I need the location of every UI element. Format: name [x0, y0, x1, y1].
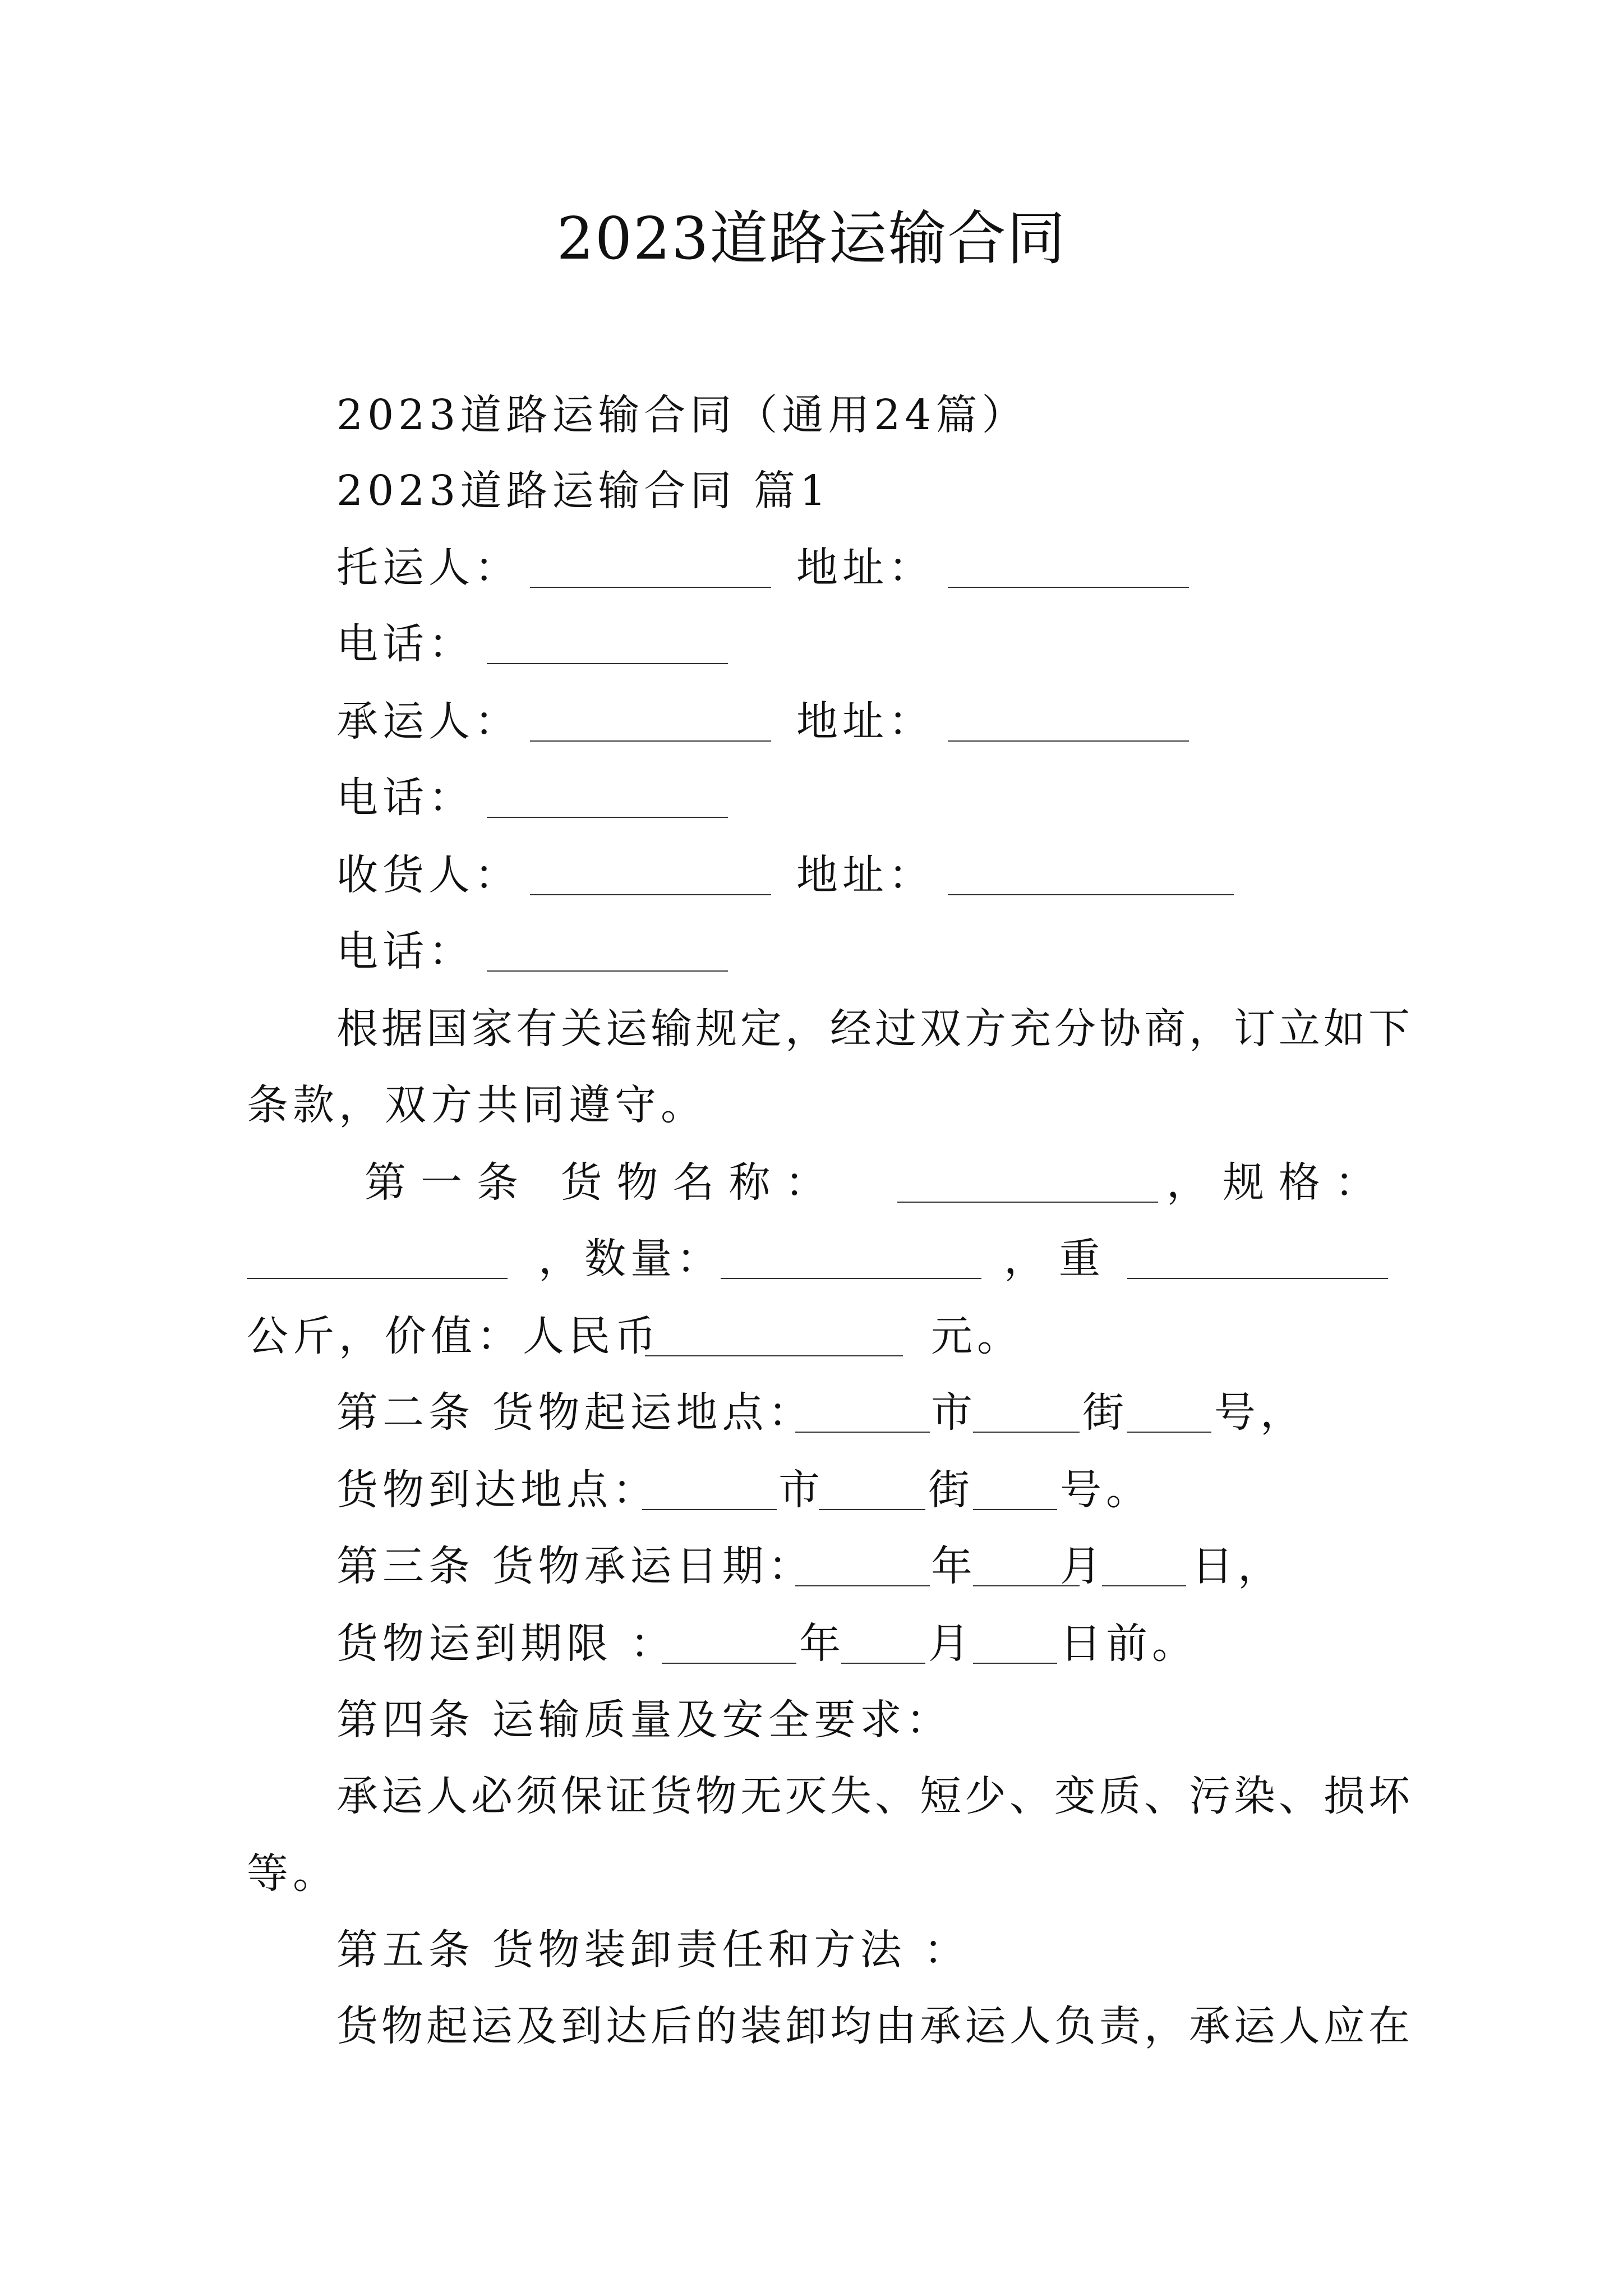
deadline-month-blank: [841, 1663, 925, 1664]
article-5-line-1: 货物起运及到达后的装卸均由承运人负责，承运人应在: [336, 2002, 1413, 2050]
origin-city-blank: [795, 1432, 930, 1433]
article-2-origin-label: 第二条 货物起运地点：: [336, 1388, 814, 1437]
article-1-goods-name-label: 第一条 货物名称：: [365, 1158, 841, 1207]
consignee-phone-blank: [487, 970, 728, 972]
consignee-label: 收货人：: [336, 851, 520, 899]
destination-number-blank: [973, 1509, 1057, 1510]
article-1-value-label: 公斤，价值：人民币: [247, 1312, 661, 1360]
weight-blank: [1127, 1278, 1388, 1279]
consignee-blank: [530, 894, 771, 895]
origin-street-unit: 街: [1082, 1388, 1128, 1437]
article-3-date-label: 第三条 货物承运日期：: [336, 1542, 814, 1590]
destination-number-unit: 号。: [1060, 1466, 1152, 1514]
intro-line-1: 根据国家有关运输规定，经过双方充分协商，订立如下: [336, 1005, 1413, 1053]
destination-street-blank: [819, 1509, 925, 1510]
article-1-spec-label: ，规格：: [1166, 1158, 1391, 1207]
carrier-phone-blank: [487, 817, 728, 818]
document-subtitle: 2023道路运输合同（通用24篇）: [336, 391, 1028, 439]
origin-number-blank: [1127, 1432, 1211, 1433]
shipper-phone-blank: [487, 663, 728, 664]
shipper-label: 托运人：: [336, 544, 520, 592]
consignee-phone-label: 电话：: [336, 927, 474, 976]
article-5-title: 第五条 货物装卸责任和方法 ：: [336, 1926, 970, 1974]
consignee-address-blank: [948, 894, 1234, 895]
origin-street-blank: [973, 1432, 1080, 1433]
carrier-address-blank: [948, 740, 1189, 742]
carrier-blank: [530, 740, 771, 742]
article-2-destination-label: 货物到达地点：: [336, 1466, 658, 1514]
destination-street-unit: 街: [928, 1466, 974, 1514]
ship-year-blank: [795, 1585, 930, 1586]
origin-number-unit: 号，: [1214, 1388, 1306, 1437]
article-1-quantity-label: ，数量：: [538, 1235, 722, 1283]
section-heading: 2023道路运输合同 篇1: [336, 467, 831, 515]
carrier-label: 承运人：: [336, 697, 520, 746]
deadline-year-unit: 年: [799, 1619, 845, 1668]
shipper-blank: [530, 587, 771, 588]
article-3-deadline-label: 货物运到期限 ：: [336, 1619, 676, 1668]
origin-city-unit: 市: [931, 1388, 977, 1437]
shipper-phone-label: 电话：: [336, 620, 474, 668]
document-title: 2023道路运输合同: [556, 204, 1067, 273]
ship-day-unit: 日，: [1192, 1542, 1284, 1590]
article-4-title: 第四条 运输质量及安全要求：: [336, 1696, 952, 1744]
article-1-weight-label: ，重: [1004, 1235, 1114, 1283]
deadline-day-blank: [973, 1663, 1057, 1664]
carrier-address-label: 地址：: [796, 697, 934, 746]
value-blank: [645, 1355, 903, 1356]
intro-line-2: 条款，双方共同遵守。: [247, 1081, 707, 1129]
deadline-year-blank: [662, 1663, 796, 1664]
article-4-line-1: 承运人必须保证货物无灭失、短少、变质、污染、损坏: [336, 1772, 1413, 1820]
carrier-phone-label: 电话：: [336, 774, 474, 822]
spec-blank: [247, 1278, 508, 1279]
shipper-address-label: 地址：: [796, 544, 934, 592]
deadline-month-unit: 月: [928, 1619, 974, 1668]
quantity-blank: [721, 1278, 981, 1279]
destination-city-blank: [642, 1509, 777, 1510]
goods-name-blank: [897, 1202, 1158, 1203]
deadline-day-unit: 日前。: [1060, 1619, 1198, 1668]
shipper-address-blank: [948, 587, 1189, 588]
ship-day-blank: [1102, 1585, 1186, 1586]
consignee-address-label: 地址：: [796, 851, 934, 899]
article-1-value-unit: 元。: [931, 1312, 1023, 1360]
ship-month-unit: 月: [1060, 1542, 1106, 1590]
ship-year-unit: 年: [931, 1542, 977, 1590]
destination-city-unit: 市: [778, 1466, 824, 1514]
article-4-line-2: 等。: [247, 1849, 339, 1898]
